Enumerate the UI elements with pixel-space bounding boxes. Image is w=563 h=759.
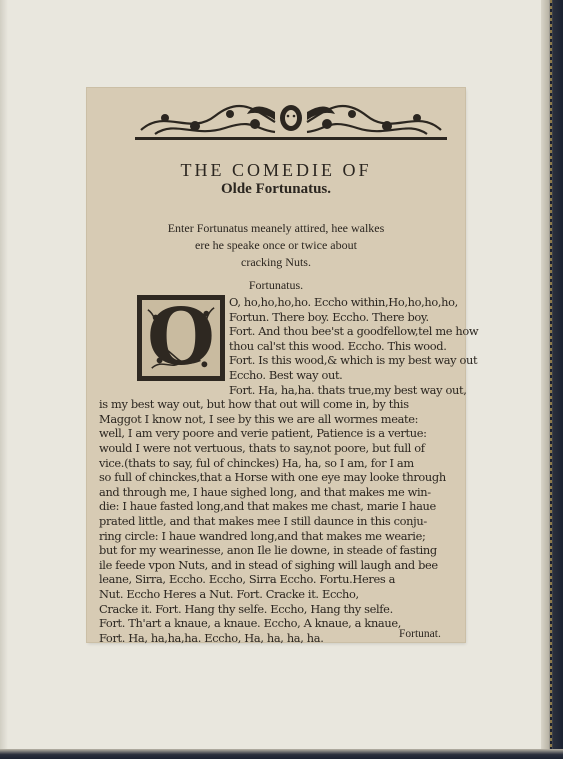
text-line: Fort. Ha, ha,ha. thats true,my best way out, [229,382,467,397]
stage-direction-line: ere he speake once or twice about [195,238,357,252]
stage-direction-line: cracking Nuts. [241,255,311,269]
stage-direction [147,220,405,271]
text-line: Fortun. There boy. Eccho. There boy. [229,309,429,324]
text-line: vice.(thats to say, ful of chinckes) Ha, ha, so I am, for I am [99,455,414,470]
text-line: ile feede vpon Nuts, and in stead of sighing will laugh and bee [99,557,438,572]
speaker-heading: Fortunatus. [248,278,304,292]
text-line: Fort. Is this wood,& which is my best way out [229,353,478,368]
text-line: Eccho. Best way out. [229,368,343,382]
text-line: Maggot I know not, I see by this we are all wormes meate: [99,411,419,426]
text-line: but for my wearinesse, anon Ile lie downe, in steade of fasting [99,543,437,558]
play-title: THE COMEDIE OF [180,160,372,180]
text-line: leane, Sirra, Eccho. Eccho, Sirra Eccho. Fortu.Heres a [99,572,396,587]
text-line: so full of chinckes,that a Horse with one eye may looke through [99,470,446,485]
book-binding-edge [541,0,563,759]
catchword: Fortunat. [399,628,441,640]
play-subtitle: Olde Fortunatus. [220,181,331,197]
text-line: Fort. Th'art a knaue, a knaue. Eccho, A knaue, a knaue, [99,616,402,631]
historiated-initial-icon [137,295,225,381]
text-line: Fort. Ha, ha,ha,ha. Eccho, Ha, ha, ha, ha. [99,630,324,645]
mat-edge [0,0,8,759]
text-line: die: I haue fasted long,and that makes me chast, marie I haue [99,499,436,514]
book-binding-bottom [0,749,563,759]
text-line: Cracke it. Fort. Hang thy selfe. Eccho, Hang thy selfe. [99,601,393,616]
stage-direction-line: Enter Fortunatus meanely attired, hee walkes [167,221,385,235]
initial-letter: O [147,300,215,376]
text-line: would I were not vertuous, thats to say,not poore, but full of [99,441,425,455]
text-line: Nut. Eccho Heres a Nut. Fort. Cracke it. Eccho, [99,587,359,601]
ornamental-headpiece-icon [135,100,447,140]
text-line: and through me, I haue sighed long, and that makes me win- [99,484,431,499]
text-line: Fort. And thou bee'st a goodfellow,tel me how [229,324,479,339]
text-line: ring circle: I haue wandred long,and that makes me wearie; [99,528,426,543]
text-line: well, I am very poore and verie patient, Patience is a vertue: [99,426,427,441]
text-line: thou cal'st this wood. Eccho. This wood. [229,338,447,353]
text-line: is my best way out, but how that out will come in, by this [99,397,409,412]
book-page [87,88,479,645]
text-line: prated little, and that makes mee I still daunce in this conju- [99,514,427,528]
text-line: O, ho,ho,ho,ho. Eccho within,Ho,ho,ho,ho, [229,295,458,309]
